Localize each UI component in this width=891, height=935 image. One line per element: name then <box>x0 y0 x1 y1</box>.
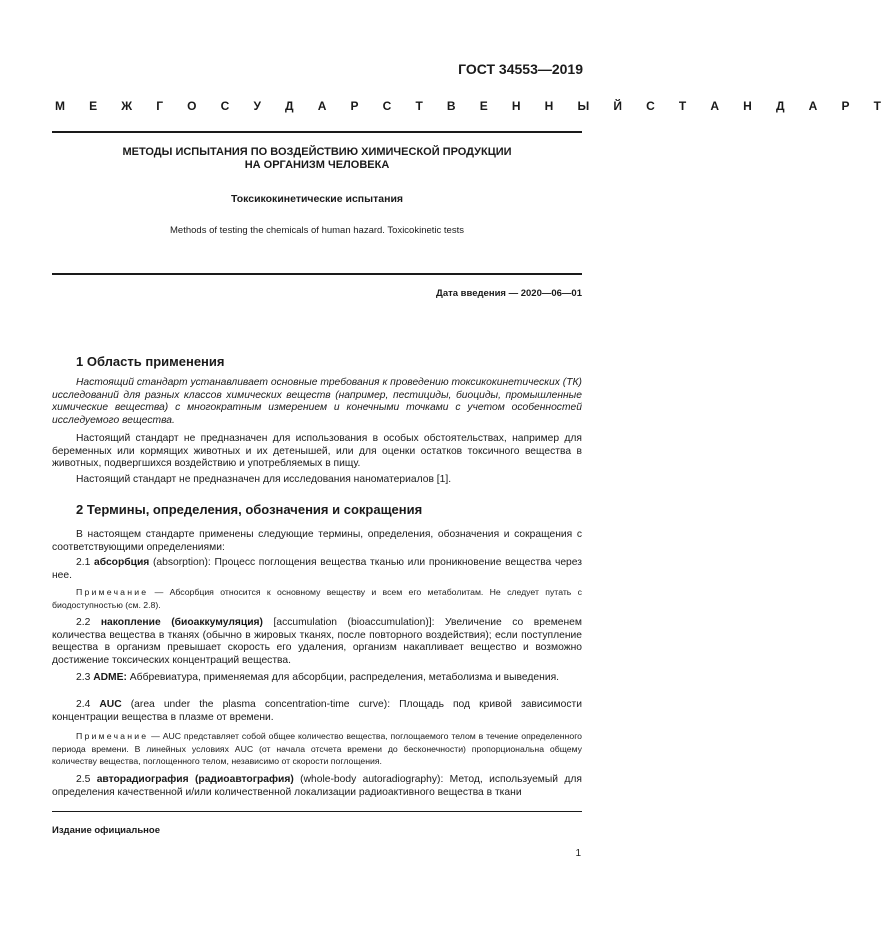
standard-code: ГОСТ 34553—2019 <box>458 61 583 77</box>
document-title <box>52 146 582 172</box>
term-2-3 <box>52 672 582 685</box>
term-2-5 <box>52 774 582 799</box>
term-name: абсорбция <box>94 557 150 568</box>
term-name: AUC <box>99 699 122 710</box>
interstate-standard-label: М Е Ж Г О С У Д А Р С Т В Е Н Н Ы Й С Т А Н Д А Р Т <box>55 99 891 113</box>
section-2-heading: 2 Термины, определения, обозначения и сокращения <box>76 502 423 517</box>
section-1-paragraph-1: Настоящий стандарт устанавливает основные требования к проведению токсикокинетических (ТК) исследований для разных классов химических веществ (например, пестициды, биоциды, промышленные химические вещества) с многократным измерением и конечными точками с учетом особенностей исследуемого вещества. <box>52 377 582 426</box>
note-label: Примечание <box>76 731 149 741</box>
title-line-1: МЕТОДЫ ИСПЫТАНИЯ ПО ВОЗДЕЙСТВИЮ ХИМИЧЕСКОЙ ПРОДУКЦИИ <box>122 146 512 158</box>
section-1-paragraph-3: Настоящий стандарт не предназначен для исследования наноматериалов [1]. <box>76 474 452 485</box>
title-line-2: НА ОРГАНИЗМ ЧЕЛОВЕКА <box>244 159 390 171</box>
note-label: Примечание <box>76 587 149 597</box>
term-number: 2.4 <box>76 699 100 710</box>
term-definition: [accumulation (bioaccumulation)]: Увеличение со временем количества вещества в тканях (обычно в жировых тканях, после повторного воздействия); если поступление вещества в организм превышает скорость его удаления, организм накапливает вещество и возможно достижение токсических концентраций вещества. <box>52 617 582 666</box>
term-2-1 <box>52 557 582 582</box>
note-text: — Абсорбция относится к основному веществу и всем его метаболитам. Не следует путать с биодоступностью (см. 2.8). <box>52 587 582 610</box>
note-text: — AUC представляет собой общее количество вещества, поглощаемого телом в течение определенного периода времени. В линейных условиях AUC (от начала отсчета времени до бесконечности) пропорциональна общему количеству вещества, поглощенного телом, независимо от скорости поглощения. <box>52 731 582 767</box>
note-2-1 <box>52 586 582 611</box>
term-name: накопление (биоаккумуляция) <box>100 617 263 628</box>
title-divider <box>52 273 582 275</box>
term-definition: (absorption): Процесс поглощения вещества тканью или проникновение вещества через нее. <box>52 557 582 581</box>
section-1-paragraph-2: Настоящий стандарт не предназначен для использования в особых обстоятельствах, например для беременных или кормящих животных и их детенышей, или для оценки остатков токсичного вещества в животных, подвергшихся воздействию и употребляемых в пищу. <box>52 433 582 470</box>
introduction-date: Дата введения — 2020—06—01 <box>436 288 582 299</box>
english-title: Methods of testing the chemicals of human hazard. Toxicokinetic tests <box>170 225 464 236</box>
official-edition-label: Издание официальное <box>52 825 160 836</box>
term-2-2 <box>52 617 582 667</box>
section-2-intro: В настоящем стандарте применены следующие термины, определения, обозначения и сокращения с соответствующими определениями: <box>52 529 582 553</box>
note-2-4 <box>52 730 582 768</box>
term-2-4 <box>52 699 582 724</box>
document-subtitle: Токсикокинетические испытания <box>230 193 404 205</box>
section-1-heading: 1 Область применения <box>76 354 225 369</box>
footer-divider <box>52 811 582 812</box>
page-number: 1 <box>575 848 581 859</box>
term-definition: (whole-body autoradiography): Метод, используемый для определения качественной и/или количественной локализации радиоактивного вещества в ткани <box>52 774 582 798</box>
term-number: 2.2 <box>76 617 101 628</box>
term-number: 2.1 <box>76 557 94 568</box>
term-number: 2.3 <box>76 672 94 683</box>
term-definition: (area under the plasma concentration-time curve): Площадь под кривой зависимости концентрации вещества в плазме от времени. <box>52 699 582 723</box>
term-name: ADME: <box>93 672 127 683</box>
term-number: 2.5 <box>76 774 97 785</box>
term-name: авторадиография (радиоавтография) <box>96 774 294 785</box>
term-definition: Аббревиатура, применяемая для абсорбции, распределения, метаболизма и выведения. <box>126 672 560 683</box>
header-divider <box>52 131 582 133</box>
